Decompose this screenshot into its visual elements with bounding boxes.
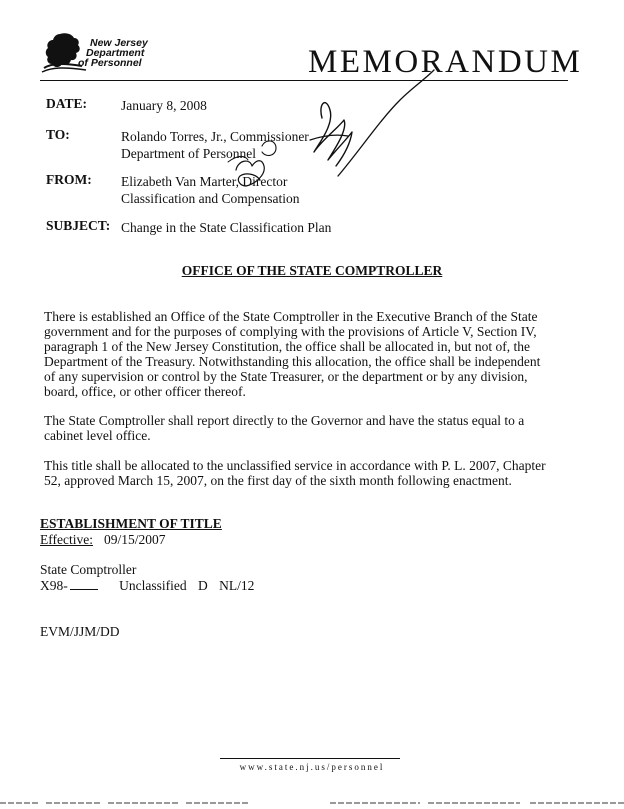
- effective-label: Effective:: [40, 532, 93, 547]
- effective-date: 09/15/2007: [104, 532, 166, 547]
- paragraph-line: Department of the Treasury. Notwithstanding this allocation, the office shall be independent: [44, 354, 541, 369]
- subject-value: Change in the State Classification Plan: [121, 220, 332, 235]
- title-code-row: [40, 578, 254, 594]
- date-label: DATE:: [46, 96, 88, 111]
- date-value: January 8, 2008: [121, 98, 207, 113]
- signature-stroke-icon: [338, 70, 434, 176]
- paragraph-line: of any supervision or control by the State Treasurer, or the department or by any division,: [44, 369, 528, 384]
- paragraph-line: The State Comptroller shall report directly to the Governor and have the status equal to a: [44, 413, 525, 428]
- paragraph-line: 52, approved March 15, 2007, on the first day of the sixth month following enactment.: [44, 473, 512, 488]
- service-type: Unclassified: [119, 578, 187, 593]
- establishment-heading: ESTABLISHMENT OF TITLE: [40, 516, 222, 531]
- to-value: [121, 128, 309, 162]
- memo-title: MEMORANDUM: [308, 44, 583, 80]
- nj-personnel-logo: [38, 30, 178, 80]
- title-code-blank: [70, 579, 98, 590]
- salary-range: NL/12: [219, 578, 255, 593]
- reference-initials: EVM/JJM/DD: [40, 624, 120, 639]
- header-rule: [40, 80, 568, 81]
- logo-line: Department: [86, 47, 145, 59]
- to-line: Department of Personnel: [121, 146, 256, 161]
- paragraph-1: [44, 309, 584, 399]
- logo-text: [78, 37, 148, 69]
- logo-line: New Jersey: [90, 37, 148, 49]
- from-value: [121, 173, 299, 207]
- class-code: D: [197, 578, 208, 593]
- footer-rule: [220, 758, 400, 759]
- scan-artifact-line: [0, 800, 624, 806]
- footer-url: www.state.nj.us/personnel: [239, 762, 385, 772]
- from-line: Elizabeth Van Marter, Director: [121, 174, 288, 189]
- paragraph-line: cabinet level office.: [44, 428, 151, 443]
- logo-line: of Personnel: [78, 57, 142, 69]
- paragraph-line: board, office, or other officer thereof.: [44, 384, 246, 399]
- to-line: Rolando Torres, Jr., Commissioner: [121, 129, 309, 144]
- paragraph-3: [44, 458, 584, 488]
- title-code-prefix: X98-: [40, 578, 68, 593]
- paragraph-line: This title shall be allocated to the unclassified service in accordance with P. L. 2007, Chapter: [44, 458, 546, 473]
- paragraph-2: [44, 413, 584, 443]
- to-label: TO:: [46, 127, 70, 142]
- paragraph-line: government and for the purposes of complying with the provisions of Article V, Section IV,: [44, 324, 537, 339]
- title-name: State Comptroller: [40, 562, 137, 577]
- subject-label: SUBJECT:: [46, 218, 111, 233]
- commissioner-initials-icon: [314, 103, 352, 166]
- paragraph-line: There is established an Office of the State Comptroller in the Executive Branch of the State: [44, 309, 538, 324]
- effective-row: [40, 532, 166, 548]
- section-heading: OFFICE OF THE STATE COMPTROLLER: [181, 263, 443, 278]
- paragraph-line: paragraph 1 of the New Jersey Constitution, the office shall be allocated in, but not of, the: [44, 339, 530, 354]
- from-line: Classification and Compensation: [121, 191, 300, 206]
- from-label: FROM:: [46, 172, 92, 187]
